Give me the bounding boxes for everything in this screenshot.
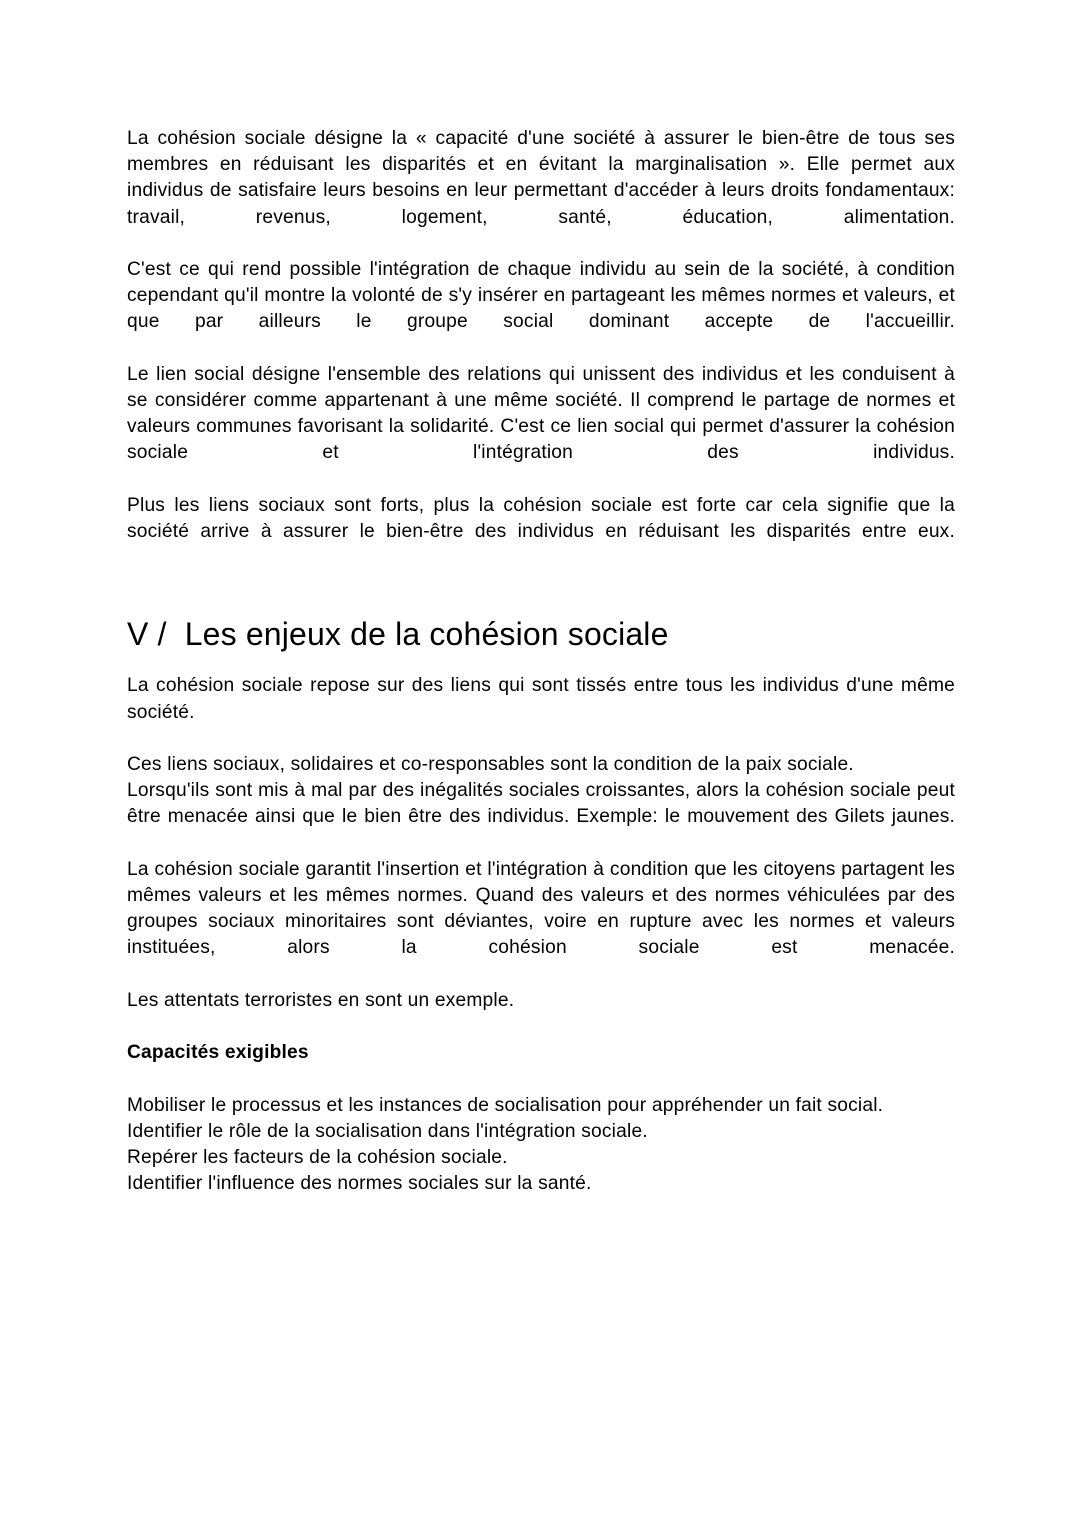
capacity-item-reperer-facteurs: Repérer les facteurs de la cohésion sociale. [127, 1147, 508, 1169]
capacities-top-spacer [127, 1014, 955, 1040]
intro-paragraph-integration: C'est ce qui rend possible l'intégration de chaque individu au sein de la société, à condition cependant qu'il montre la volonté de s'y insérer en partageant les mêmes normes et valeurs, et que par ailleurs le groupe social dominant accepte de l'accueillir. [127, 259, 955, 333]
section-paragraph-paix-sociale: Ces liens sociaux, solidaires et co-responsables sont la condition de la paix sociale. [127, 754, 854, 776]
document-text-column [127, 126, 955, 1197]
intro-paragraph-lien-social: Le lien social désigne l'ensemble des relations qui unissent des individus et les conduisent à se considérer comme appartenant à une même société. Il comprend le partage de normes et valeurs communes favorisant la solidarité. C'est ce lien social qui permet d'assurer la cohésion sociale et l'intégration des individus. [127, 363, 955, 464]
capacities-bottom-spacer [127, 1066, 955, 1092]
capacities-title: Capacités exigibles [127, 1042, 309, 1064]
section-paragraph-gilets-jaunes: Lorsqu'ils sont mis à mal par des inégalités sociales croissantes, alors la cohésion sociale peut être menacée ainsi que le bien être des individus. Exemple: le mouvement des Gilets jaunes. [127, 780, 955, 828]
capacity-item-identifier-role: Identifier le rôle de la socialisation dans l'intégration sociale. [127, 1120, 648, 1142]
section-heading-enjeux: V / Les enjeux de la cohésion sociale [127, 616, 669, 653]
heading-bottom-spacer [127, 653, 955, 673]
section-paragraph-liens-tisses: La cohésion sociale repose sur des liens qui sont tissés entre tous les individus d'une même société. [127, 675, 955, 723]
section-paragraph-attentats: Les attentats terroristes en sont un exemple. [127, 989, 515, 1011]
heading-top-spacer [127, 571, 955, 615]
intro-paragraph-liens-forts: Plus les liens sociaux sont forts, plus la cohésion sociale est forte car cela signifie que la société arrive à assurer le bien-être des individus en réduisant les disparités entre eux. [127, 494, 955, 543]
intro-paragraph-definition: La cohésion sociale désigne la « capacité d'une société à assurer le bien-être de tous ses membres en réduisant les disparités et en évitant la marginalisation ». Elle permet aux individus de satisfaire leurs besoins en leur permettant d'accéder à leurs droits fondamentaux: travail, revenus, logement, santé, éducation, alimentation. [127, 128, 955, 228]
capacity-item-identifier-influence: Identifier l'influence des normes sociales sur la santé. [127, 1173, 592, 1195]
capacity-item-mobiliser: Mobiliser le processus et les instances de socialisation pour appréhender un fait social. [127, 1094, 884, 1116]
section-paragraph-insertion: La cohésion sociale garantit l'insertion et l'intégration à condition que les citoyens partagent les mêmes valeurs et les mêmes normes. Quand des valeurs et des normes véhiculées par des groupes sociaux minoritaires sont déviantes, voire en rupture avec les normes et valeurs instituées, alors la cohésion sociale est menacée. [127, 858, 955, 959]
